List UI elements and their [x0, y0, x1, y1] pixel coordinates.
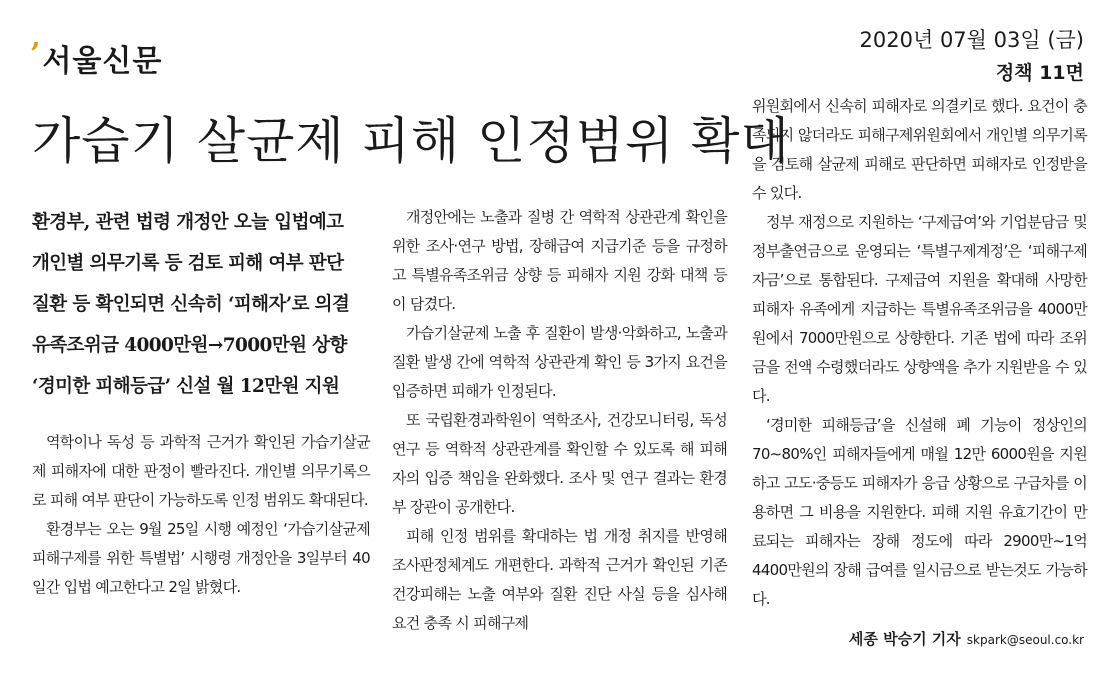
- article-headline: 가습기 살균제 피해 인정범위 확대: [32, 112, 790, 170]
- body-paragraph: 개정안에는 노출과 질병 간 역학적 상관관계 확인을 위한 조사·연구 방법, 장해급여 지급기준 등을 규정하고 특별유족조위금 상향 등 피해자 지원 강화 대책 등이 담겼다.: [392, 208, 727, 313]
- article-column-1: [32, 428, 370, 602]
- body-paragraph: 가습기살균제 노출 후 질환이 발생·악화하고, 노출과 질환 발생 간에 역학적 상관관계 확인 등 3가지 요건을 입증하면 피해가 인정된다.: [392, 324, 727, 400]
- article-column-3: [752, 92, 1087, 614]
- body-paragraph: 또 국립환경과학원이 역학조사, 건강모니터링, 독성연구 등 역학적 상관관계를 확인할 수 있도록 해 피해자의 입증 책임을 완화했다. 조사 및 연구 결과는 환경부 장관이 공개한다.: [392, 411, 727, 516]
- body-paragraph: ‘경미한 피해등급’을 신설해 폐 기능이 정상인의 70∼80%인 피해자들에게 매월 12만 6000원을 지원하고 고도·중등도 피해자가 응급 상황으로 구급차를 이용하면 그 비용을 지원한다. 피해 지원 유효기간이 만료되는 피해자는 장해 정도에 따라 2900만∼1억 4400만원의 장해 급여를 일시금으로 받는것도 가능하다.: [752, 416, 1087, 608]
- subhead: ‘경미한 피해등급’ 신설 월 12만원 지원: [32, 376, 340, 397]
- body-paragraph: 정부 재정으로 지원하는 ‘구제급여’와 기업분담금 및 정부출연금으로 운영되는 ‘특별구제계정’은 ‘피해구제자금’으로 통합된다. 구제급여 지원을 확대해 사망한 피해자 유족에게 지급하는 특별유족조위금을 4000만원에서 7000만원으로 상향한다. 기존 법에 따라 조위금을 전액 수령했더라도 상향액을 추가 지원받을 수 있다.: [752, 213, 1087, 405]
- byline-email: skpark@seoul.co.kr: [966, 633, 1084, 647]
- byline-reporter: 세종 박승기 기자: [848, 630, 961, 648]
- subhead: 환경부, 관련 법령 개정안 오늘 입법예고: [32, 212, 344, 233]
- masthead-name: 서울신문: [42, 44, 163, 79]
- subhead: 유족조위금 4000만원→7000만원 상향: [32, 335, 347, 356]
- subhead: 질환 등 확인되면 신속히 ‘피해자’로 의결: [32, 294, 350, 315]
- newspaper-masthead: [30, 37, 163, 82]
- body-paragraph: 역학이나 독성 등 과학적 근거가 확인된 가습기살균제 피해자에 대한 판정이 빨라진다. 개인별 의무기록으로 피해 여부 판단이 가능하도록 인정 범위도 확대된다.: [32, 433, 370, 509]
- body-paragraph-continued: 위원회에서 신속히 피해자로 의결키로 했다. 요건이 충족되지 않더라도 피해구제위원회에서 개인별 의무기록을 검토해 살균제 피해로 판단하면 피해자로 인정받을 수 있다.: [752, 97, 1087, 202]
- body-paragraph: 환경부는 오는 9월 25일 시행 예정인 ‘가습기살균제 피해구제를 위한 특별법’ 시행령 개정안을 3일부터 40일간 입법 예고한다고 2일 밝혔다.: [32, 520, 370, 596]
- article-column-2: [392, 203, 727, 638]
- issue-section: 정책 11면: [995, 62, 1084, 84]
- body-paragraph: 피해 인정 범위를 확대하는 법 개정 취지를 반영해 조사판정체계도 개편한다. 과학적 근거가 확인된 기존 건강피해는 노출 여부와 질환 진단 사실 등을 심사해 요건 충족 시 피해구제: [392, 527, 727, 632]
- subheads: [32, 202, 372, 407]
- byline: [849, 628, 1084, 649]
- subhead: 개인별 의무기록 등 검토 피해 여부 판단: [32, 253, 344, 274]
- masthead-accent-mark: ’: [30, 37, 41, 72]
- issue-date: 2020년 07월 03일 (금): [859, 28, 1084, 52]
